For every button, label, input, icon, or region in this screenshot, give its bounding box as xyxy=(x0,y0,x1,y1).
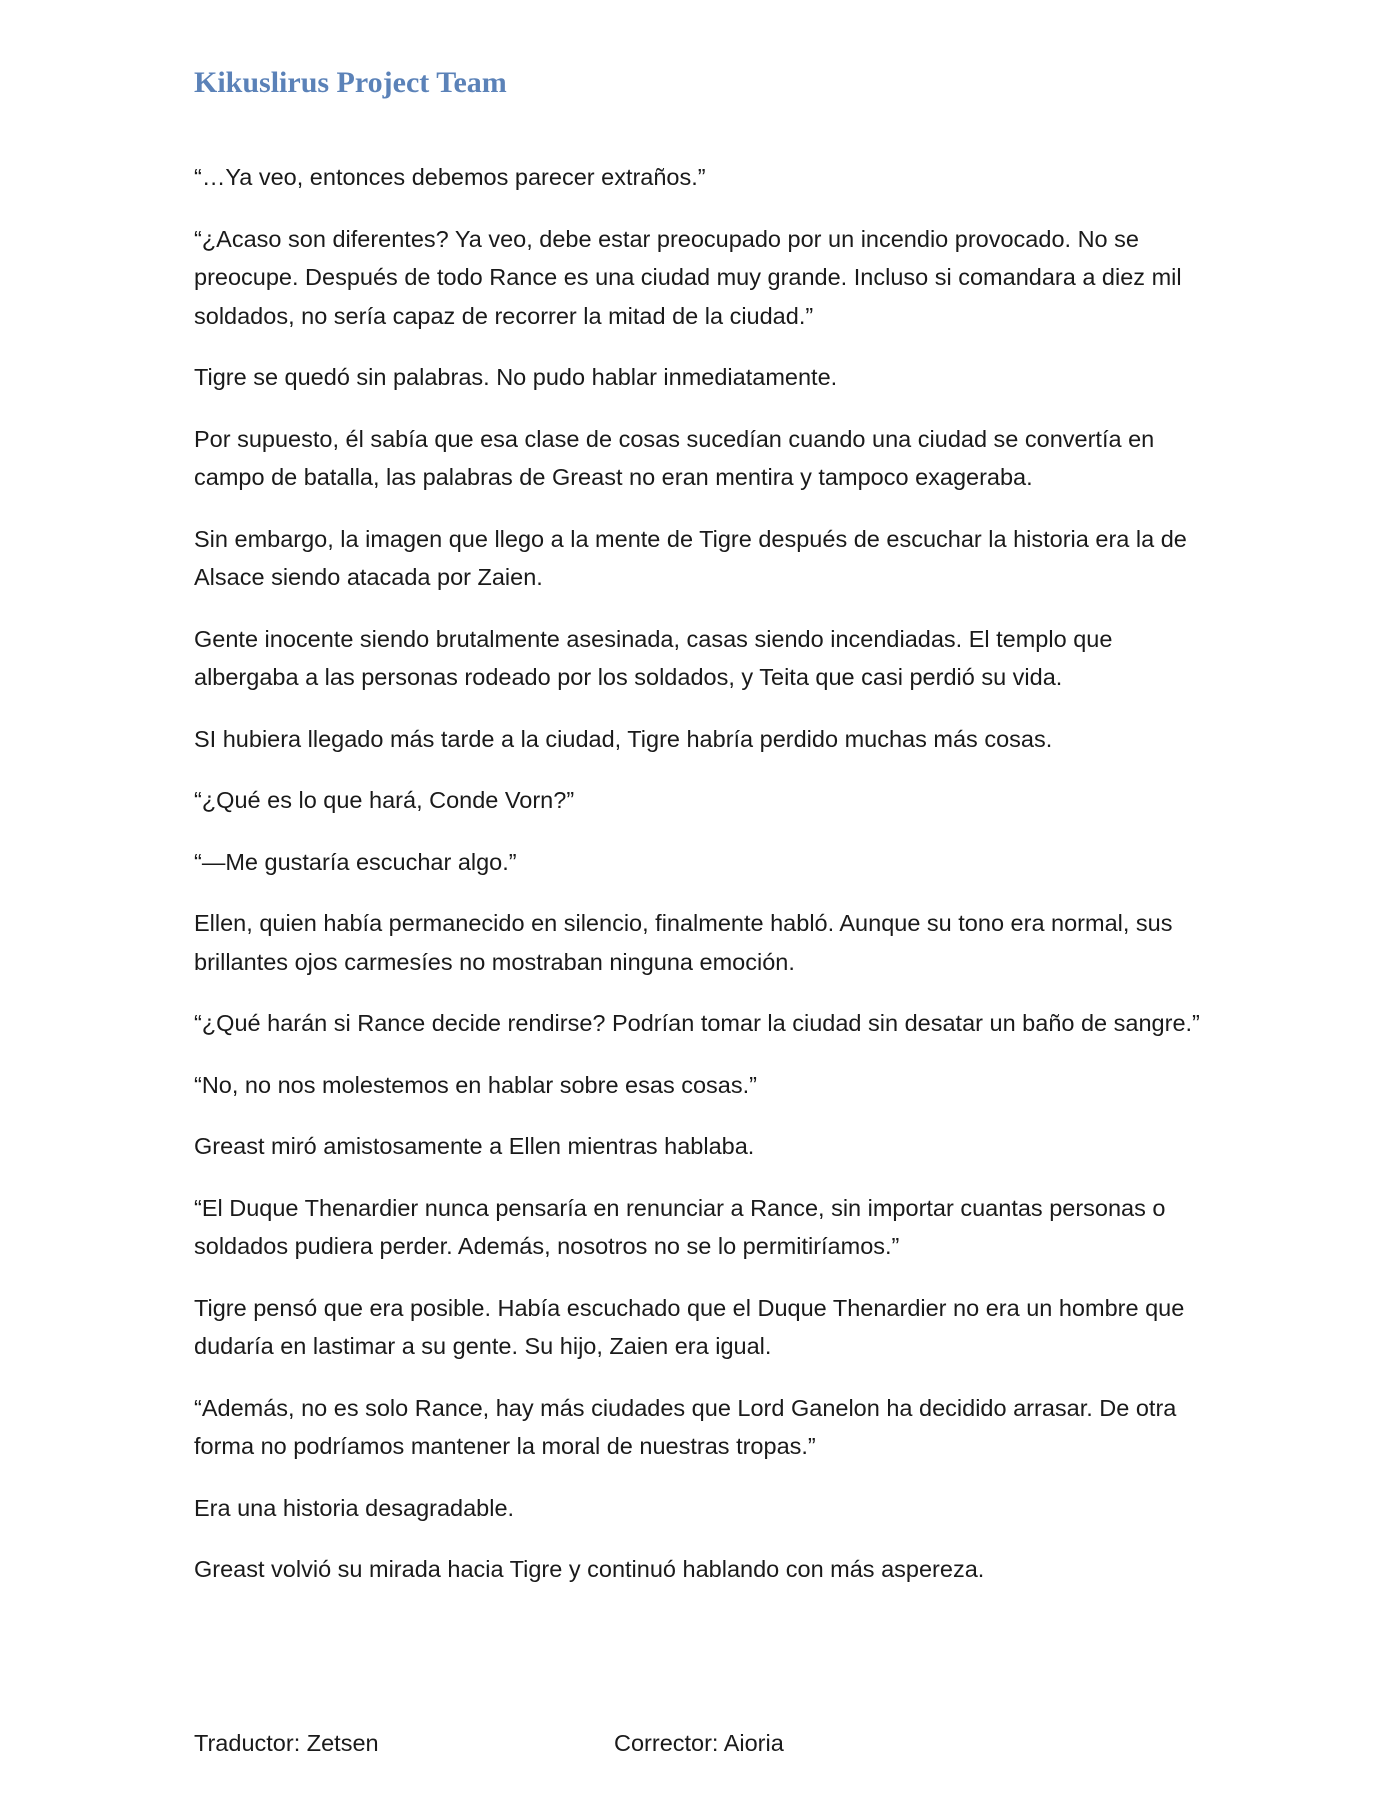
paragraph: “No, no nos molestemos en hablar sobre esas cosas.” xyxy=(194,1071,757,1098)
paragraph: Ellen, quien había permanecido en silencio, finalmente habló. Aunque su tono era normal, sus brillantes ojos carmesíes no mostraban ninguna emoción. xyxy=(194,910,1173,975)
paragraph: Tigre se quedó sin palabras. No pudo hablar inmediatamente. xyxy=(194,364,838,390)
translator-credit: Traductor: Zetsen xyxy=(194,1730,379,1756)
paragraph: Gente inocente siendo brutalmente asesinada, casas siendo incendiadas. El templo que albergaba a las personas rodeado por los soldados, y Teita que casi perdió su vida. xyxy=(194,625,1113,690)
paragraph: Tigre pensó que era posible. Había escuchado que el Duque Thenardier no era un hombre que dudaría en lastimar a su gente. Su hijo, Zaien era igual. xyxy=(194,1294,1185,1359)
paragraph: Greast volvió su mirada hacia Tigre y continuó hablando con más aspereza. xyxy=(194,1556,985,1582)
paragraph: Por supuesto, él sabía que esa clase de cosas sucedían cuando una ciudad se convertía en campo de batalla, las palabras de Greast no eran mentira y tampoco exageraba. xyxy=(194,425,1155,490)
paragraph: “—Me gustaría escuchar algo.” xyxy=(194,848,517,875)
paragraph: Greast miró amistosamente a Ellen mientras hablaba. xyxy=(194,1133,755,1159)
paragraph: Era una historia desagradable. xyxy=(194,1494,515,1521)
paragraph: SI hubiera llegado más tarde a la ciudad, Tigre habría perdido muchas más cosas. xyxy=(194,725,1053,752)
paragraph: “¿Qué es lo que hará, Conde Vorn?” xyxy=(194,787,575,813)
paragraph: “…Ya veo, entonces debemos parecer extraños.” xyxy=(194,164,706,190)
paragraph: “Además, no es solo Rance, hay más ciudades que Lord Ganelon ha decidido arrasar. De otra forma no podríamos mantener la moral de nuestras tropas.” xyxy=(194,1394,1177,1459)
corrector-credit: Corrector: Aioria xyxy=(614,1730,784,1756)
page-header: Kikuslirus Project Team xyxy=(194,66,507,99)
paragraph: Sin embargo, la imagen que llego a la mente de Tigre después de escuchar la historia era la de Alsace siendo atacada por Zaien. xyxy=(194,525,1187,590)
paragraph: “¿Acaso son diferentes? Ya veo, debe estar preocupado por un incendio provocado. No se preocupe. Después de todo Rance es una ciudad muy grande. Incluso si comandara a diez mil soldados, no sería capaz de recorrer la mitad de la ciudad.” xyxy=(194,225,1182,329)
body-text xyxy=(194,158,1206,1612)
paragraph: “El Duque Thenardier nunca pensaría en renunciar a Rance, sin importar cuantas personas o soldados pudiera perder. Además, nosotros no se lo permitiríamos.” xyxy=(194,1194,1166,1259)
paragraph: “¿Qué harán si Rance decide rendirse? Podrían tomar la ciudad sin desatar un baño de sangre.” xyxy=(194,1010,1200,1036)
